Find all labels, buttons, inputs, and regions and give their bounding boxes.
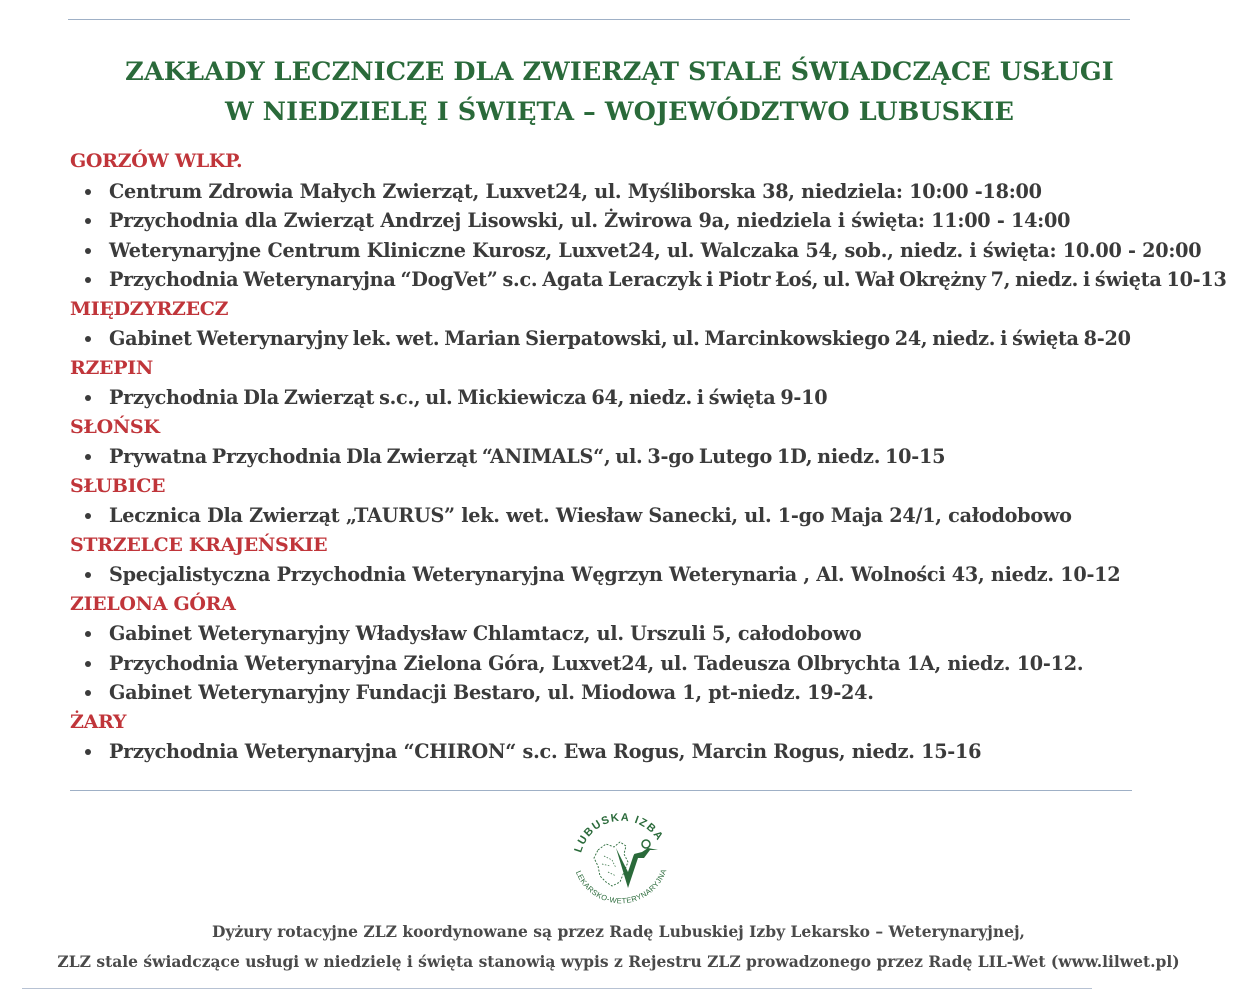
middle-divider (70, 790, 1132, 791)
clinic-list (70, 501, 1230, 531)
city-heading: ZIELONA GÓRA (70, 592, 236, 615)
clinic-list (70, 737, 1230, 767)
bottom-divider (22, 988, 1092, 989)
city-heading: SŁOŃSK (70, 415, 160, 438)
clinic-list (70, 383, 1230, 413)
logo-text-bottom: LEKARSKO-WETERYNARYJNA (573, 867, 669, 906)
clinic-list (70, 442, 1230, 472)
clinic-entry: Specjalistyczna Przychodnia Weterynaryjna Węgrzyn Weterynaria , Al. Wolności 43, niedz. 10-12 (70, 560, 1230, 590)
clinic-entry: Przychodnia Dla Zwierząt s.c., ul. Mickiewicza 64, niedz. i święta 9-10 (70, 383, 1230, 413)
city-heading: RZEPIN (70, 356, 153, 379)
city-heading: STRZELCE KRAJEŃSKIE (70, 533, 328, 556)
clinic-entry: Przychodnia Weterynaryjna “CHIRON“ s.c. Ewa Rogus, Marcin Rogus, niedz. 15-16 (70, 737, 1230, 767)
city-heading: ŻARY (70, 710, 127, 733)
clinic-entry: Gabinet Weterynaryjny Fundacji Bestaro, ul. Miodowa 1, pt-niedz. 19-24. (70, 678, 1230, 708)
logo-v-mark (616, 848, 658, 888)
clinic-entry: Przychodnia Weterynaryjna “DogVet” s.c. Agata Leraczyk i Piotr Łoś, ul. Wał Okrężny 7, niedz. i święta 10-13 (70, 265, 1230, 295)
page-title-line-2: W NIEDZIELĘ I ŚWIĘTA – WOJEWÓDZTWO LUBUSKIE (224, 97, 1015, 127)
clinic-entry: Przychodnia Weterynaryjna Zielona Góra, Luxvet24, ul. Tadeusza Olbrychta 1A, niedz. 10-12. (70, 649, 1230, 679)
svg-text:LUBUSKA IZBA (572, 812, 665, 855)
logo-text-top: LUBUSKA IZBA (572, 811, 666, 855)
clinic-listings (70, 147, 1230, 767)
page-title-line-1: ZAKŁADY LECZNICZE DLA ZWIERZĄT STALE ŚWIADCZĄCE USŁUGI (125, 57, 1114, 87)
clinic-entry: Gabinet Weterynaryjny lek. wet. Marian Sierpatowski, ul. Marcinkowskiego 24, niedz. i święta 8-20 (70, 324, 1230, 354)
clinic-entry: Przychodnia dla Zwierząt Andrzej Lisowski, ul. Żwirowa 9a, niedziela i święta: 11:00 - 14:00 (70, 206, 1230, 236)
footer-line-2: ZLZ stale świadczące usługi w niedzielę i święta stanowią wypis z Rejestru ZLZ prowadzonego przez Radę LIL-Wet (www.lilwet.pl) (57, 952, 1180, 971)
clinic-list (70, 560, 1230, 590)
clinic-entry: Gabinet Weterynaryjny Władysław Chlamtacz, ul. Urszuli 5, całodobowo (70, 619, 1230, 649)
clinic-entry: Prywatna Przychodnia Dla Zwierząt “ANIMALS“, ul. 3-go Lutego 1D, niedz. 10-15 (70, 442, 1230, 472)
footer-line-1: Dyżury rotacyjne ZLZ koordynowane są przez Radę Lubuskiej Izby Lekarsko – Weterynaryjnej, (212, 922, 1025, 941)
lil-wet-logo (564, 806, 679, 906)
clinic-list (70, 619, 1230, 708)
clinic-entry: Lecznica Dla Zwierząt „TAURUS” lek. wet. Wiesław Sanecki, ul. 1-go Maja 24/1, całodobowo (70, 501, 1230, 531)
city-heading: GORZÓW WLKP. (70, 150, 243, 172)
city-heading: SŁUBICE (70, 474, 166, 497)
clinic-list (70, 177, 1230, 295)
city-heading: MIĘDZYRZECZ (70, 297, 229, 320)
clinic-entry: Weterynaryjne Centrum Kliniczne Kurosz, Luxvet24, ul. Walczaka 54, sob., niedz. i święta: 10.00 - 20:00 (70, 236, 1230, 266)
clinic-entry: Centrum Zdrowia Małych Zwierząt, Luxvet24, ul. Myśliborska 38, niedziela: 10:00 -18:00 (70, 177, 1230, 207)
top-divider (68, 19, 1130, 20)
svg-text:LEKARSKO-WETERYNARYJNA (574, 868, 669, 906)
clinic-list (70, 324, 1230, 354)
